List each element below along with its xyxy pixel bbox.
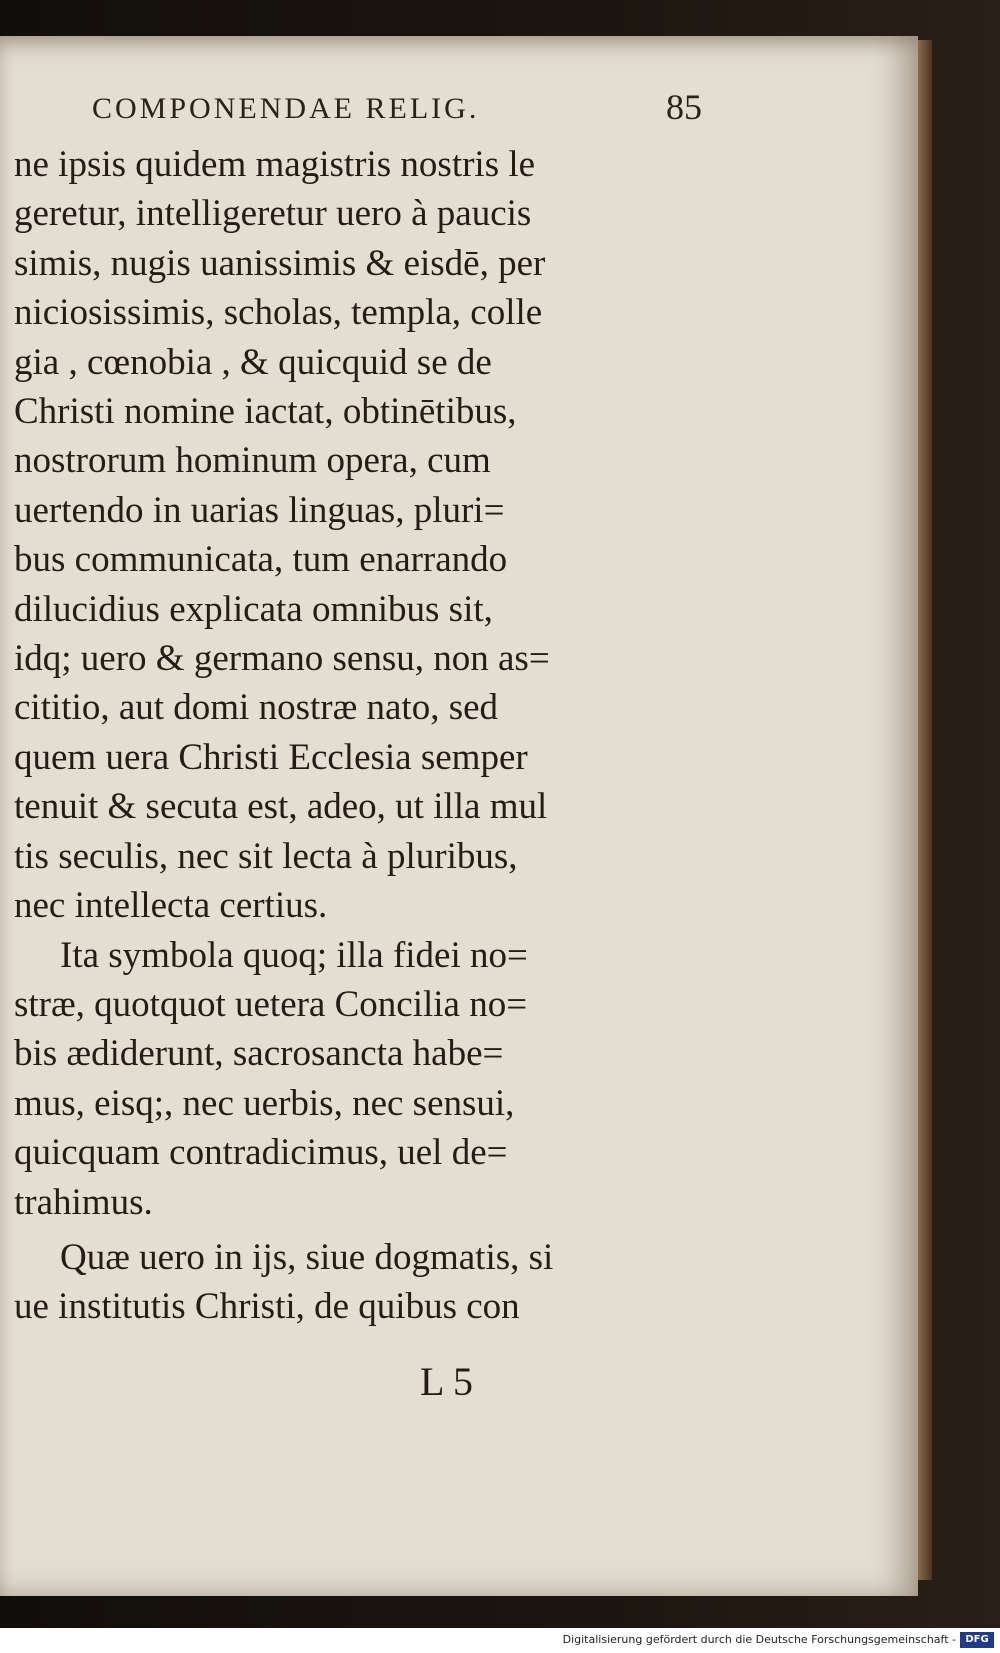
text-line: gia , cœnobia , & quicquid se de	[14, 341, 492, 383]
funding-credit: Digitalisierung gefördert durch die Deutsche Forschungsgemeinschaft -	[562, 1633, 956, 1646]
text-line: simis, nugis uanissimis & eisdē, per	[14, 242, 546, 284]
text-line: cititio, aut domi nostræ nato, sed	[14, 687, 499, 729]
text-line: mus, eisq;, nec uerbis, nec sensui,	[14, 1082, 515, 1124]
running-head-title: COMPONENDAE RELIG.	[92, 92, 480, 125]
page-edge	[918, 40, 932, 1580]
text-line: geretur, intelligeretur uero à paucis	[14, 193, 532, 235]
text-line: tis seculis, nec sit lecta à pluribus,	[14, 835, 518, 877]
body-text	[14, 140, 694, 1332]
text-line: quicquam contradicimus, uel de=	[14, 1132, 508, 1174]
text-line: Christi nomine iactat, obtinētibus,	[14, 391, 517, 433]
text-line: bus communicata, tum enarrando	[14, 539, 508, 581]
text-line: nostrorum hominum opera, cum	[14, 440, 491, 482]
text-line: quem uera Christi Ecclesia semper	[14, 736, 528, 778]
text-line: niciosissimis, scholas, templa, colle	[14, 292, 543, 334]
running-head	[92, 88, 702, 138]
text-line: uertendo in uarias linguas, pluri=	[14, 489, 505, 531]
page-number: 85	[666, 87, 702, 127]
paragraph-start-line: Quæ uero in ijs, siue dogmatis, si	[60, 1236, 554, 1278]
dfg-logo: DFG	[960, 1632, 994, 1648]
text-line: ne ipsis quidem magistris nostris le	[14, 144, 536, 185]
text-line: dilucidius explicata omnibus sit,	[14, 588, 493, 630]
text-line: nec intellecta certius.	[14, 885, 328, 927]
text-line: trahimus.	[14, 1181, 153, 1223]
paragraph-start-line: Ita symbola quoq; illa fidei no=	[60, 934, 528, 976]
text-line: tenuit & secuta est, adeo, ut illa mul	[14, 786, 548, 828]
text-line: stræ, quotquot uetera Concilia no=	[14, 983, 528, 1025]
signature-mark: L 5	[420, 1359, 473, 1404]
text-line: bis ædiderunt, sacrosancta habe=	[14, 1033, 504, 1075]
footer-bar	[0, 1628, 1000, 1653]
text-line: idq; uero & germano sensu, non as=	[14, 638, 550, 680]
text-line: ue institutis Christi, de quibus con	[14, 1286, 520, 1328]
